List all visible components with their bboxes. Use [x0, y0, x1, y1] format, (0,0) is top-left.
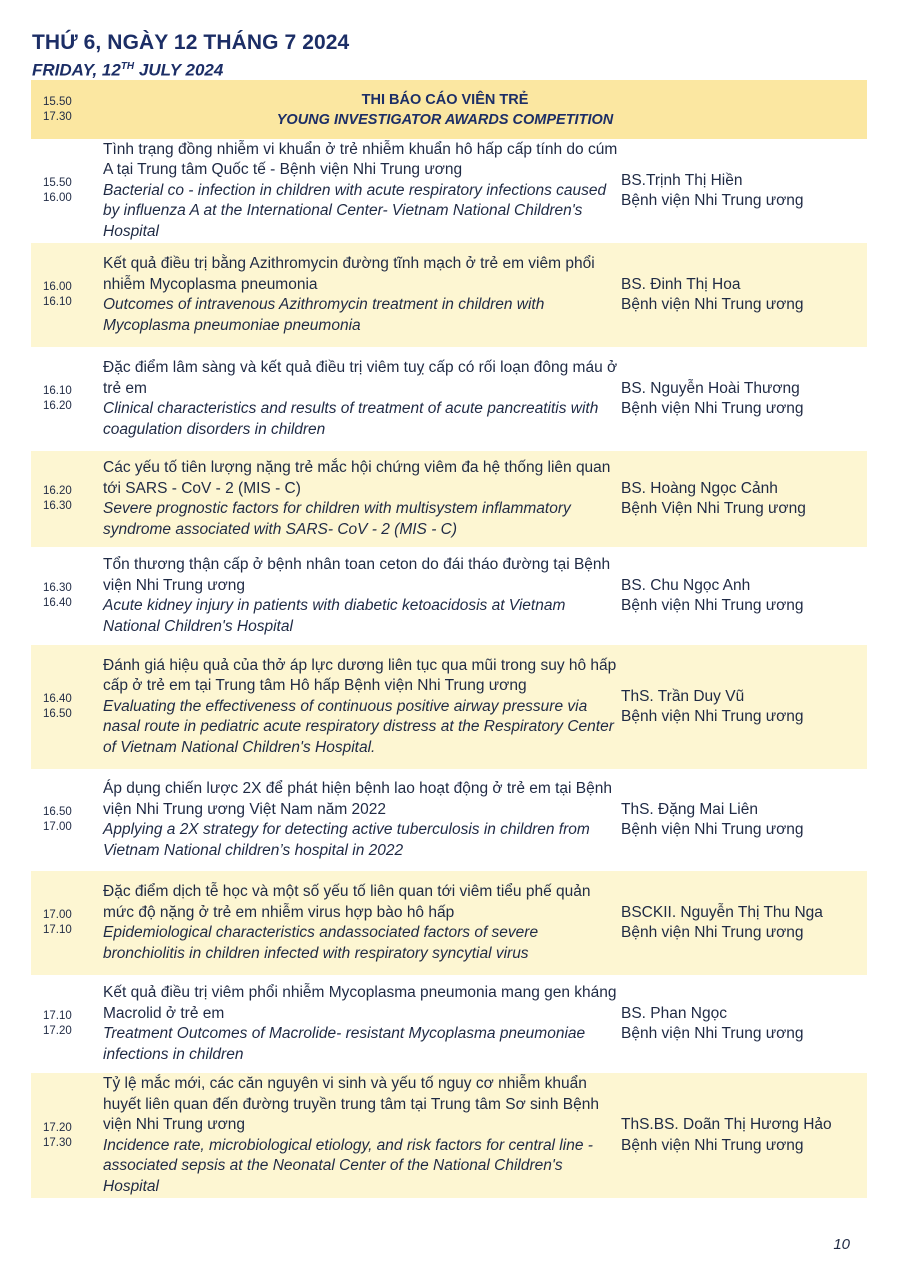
row-time-end: 17.30 [43, 1136, 72, 1149]
row-time [31, 805, 103, 835]
session-title [103, 90, 867, 130]
table-row [31, 451, 867, 547]
speaker-affiliation: Bệnh viện Nhi Trung ương [621, 296, 804, 313]
table-row [31, 645, 867, 769]
row-time-start: 16.30 [43, 582, 72, 594]
session-time-start: 15.50 [43, 95, 72, 108]
table-row [31, 547, 867, 645]
topic-title-en: Bacterial co - infection in children with acute respiratory infections caused by influenza A at the International Center- Vietnam National Children's Hospital [103, 181, 607, 240]
row-speaker [621, 687, 867, 728]
topic-title-vi: Kết quả điều trị viêm phổi nhiễm Mycoplasma pneumonia mang gen kháng Macrolid ở trẻ em [103, 984, 617, 1022]
table-row [31, 975, 867, 1073]
row-time [31, 384, 103, 414]
row-speaker [621, 379, 867, 420]
table-row [31, 871, 867, 975]
row-speaker [621, 275, 867, 316]
speaker-name: BSCKII. Nguyễn Thị Thu Nga [621, 903, 823, 921]
date-title-vi: THỨ 6, NGÀY 12 THÁNG 7 2024 [32, 31, 350, 54]
row-topic [103, 779, 621, 861]
speaker-affiliation: Bệnh viện Nhi Trung ương [621, 192, 804, 209]
row-time-end: 16.50 [43, 708, 72, 720]
session-title-vi: THI BÁO CÁO VIÊN TRẺ [361, 91, 529, 108]
row-time [31, 1009, 103, 1039]
page-header [32, 30, 349, 82]
schedule-table [31, 80, 867, 1198]
speaker-affiliation: Bệnh viện Nhi Trung ương [621, 1025, 804, 1042]
row-time-end: 16.00 [43, 192, 72, 204]
date-title-en-sup: TH [120, 61, 135, 72]
session-time [31, 95, 103, 125]
topic-title-en: Applying a 2X strategy for detecting active tuberculosis in children from Vietnam National children’s hospital in 2022 [103, 821, 590, 859]
topic-title-vi: Áp dụng chiến lược 2X để phát hiện bệnh lao hoạt động ở trẻ em tại Bệnh viện Nhi Trung ương Việt Nam năm 2022 [103, 780, 612, 818]
topic-title-en: Acute kidney injury in patients with diabetic ketoacidosis at Vietnam National Children's Hospital [103, 597, 566, 635]
row-time [31, 176, 103, 206]
topic-title-en: Clinical characteristics and results of treatment of acute pancreatitis with coagulation disorders in children [103, 400, 599, 438]
row-time-start: 16.10 [43, 385, 72, 397]
date-title-en-post: JULY 2024 [134, 60, 224, 80]
speaker-name: BS. Chu Ngọc Anh [621, 576, 751, 594]
topic-title-en: Epidemiological characteristics andassociated factors of severe bronchiolitis in children infected with respiratory syncytial virus [103, 924, 539, 962]
row-time-start: 16.40 [43, 693, 72, 705]
row-topic [103, 458, 621, 540]
topic-title-vi: Tình trạng đồng nhiễm vi khuẩn ở trẻ nhiễm khuẩn hô hấp cấp tính do cúm A tại Trung tâm Quốc tế - Bệnh viện Nhi Trung ương [103, 140, 618, 179]
topic-title-en: Incidence rate, microbiological etiology, and risk factors for central line - associated sepsis at the Neonatal Center of the National Children's Hospital [103, 1136, 593, 1195]
topic-title-vi: Tỷ lệ mắc mới, các căn nguyên vi sinh và yếu tố nguy cơ nhiễm khuẩn huyết liên quan đến đường truyền trung tâm tại Trung tâm Sơ sinh Bệnh viện Nhi Trung ương [103, 1075, 599, 1133]
row-time [31, 692, 103, 722]
table-row [31, 243, 867, 347]
session-title-en: YOUNG INVESTIGATOR AWARDS COMPETITION [276, 111, 614, 128]
speaker-affiliation: Bệnh viện Nhi Trung ương [621, 708, 804, 725]
row-speaker [621, 1004, 867, 1045]
row-time-end: 17.20 [43, 1025, 72, 1037]
topic-title-vi: Tổn thương thận cấp ở bệnh nhân toan ceton do đái tháo đường tại Bệnh viện Nhi Trung ương [103, 556, 611, 594]
row-time-end: 16.30 [43, 500, 72, 512]
topic-title-vi: Các yếu tố tiên lượng nặng trẻ mắc hội chứng viêm đa hệ thống liên quan tới SARS - CoV - 2 (MIS - C) [103, 459, 611, 497]
topic-title-vi: Kết quả điều trị bằng Azithromycin đường tĩnh mạch ở trẻ em viêm phổi nhiễm Mycoplasma pneumonia [103, 255, 595, 293]
row-topic [103, 254, 621, 336]
row-speaker [621, 576, 867, 617]
topic-title-en: Outcomes of intravenous Azithromycin treatment in children with Mycoplasma pneumoniae pneumonia [103, 296, 545, 334]
row-time-start: 17.00 [43, 909, 72, 921]
row-time-start: 17.20 [43, 1121, 72, 1134]
row-time [31, 280, 103, 310]
row-speaker [621, 171, 867, 212]
topic-title-en: Treatment Outcomes of Macrolide- resistant Mycoplasma pneumoniae infections in children [103, 1025, 586, 1063]
speaker-name: BS. Nguyễn Hoài Thương [621, 379, 800, 397]
row-topic [103, 983, 621, 1065]
speaker-affiliation: Bệnh viện Nhi Trung ương [621, 924, 804, 941]
table-row [31, 347, 867, 451]
row-time [31, 1121, 103, 1151]
row-time-start: 16.20 [43, 485, 72, 497]
row-time-start: 16.00 [43, 281, 72, 293]
session-header-row [31, 80, 867, 139]
row-speaker [621, 903, 867, 944]
row-time-end: 17.10 [43, 924, 72, 936]
row-time-end: 16.40 [43, 597, 72, 609]
speaker-name: BS. Hoàng Ngọc Cảnh [621, 479, 778, 497]
topic-title-en: Severe prognostic factors for children with multisystem inflammatory syndrome associated with SARS- CoV - 2 (MIS - C) [103, 500, 571, 538]
speaker-name: BS.Trịnh Thị Hiền [621, 171, 743, 189]
topic-title-vi: Đánh giá hiệu quả của thở áp lực dương liên tục qua mũi trong suy hô hấp cấp ở trẻ em tại Trung tâm Hô hấp Bệnh viện Nhi Trung ương [103, 656, 617, 695]
row-time-end: 17.00 [43, 821, 72, 833]
row-topic [103, 555, 621, 637]
row-topic [103, 656, 621, 759]
topic-title-vi: Đặc điểm dịch tễ học và một số yếu tố liên quan tới viêm tiểu phế quản mức độ nặng ở trẻ em nhiễm virus hợp bào hô hấp [103, 883, 591, 921]
row-topic [103, 1074, 621, 1197]
speaker-name: ThS.BS. Doãn Thị Hương Hảo [621, 1116, 832, 1133]
row-time-end: 16.20 [43, 400, 72, 412]
speaker-affiliation: Bệnh viện Nhi Trung ương [621, 597, 804, 614]
table-row [31, 1073, 867, 1198]
row-speaker [621, 479, 867, 520]
table-row [31, 139, 867, 243]
speaker-name: BS. Phan Ngọc [621, 1004, 727, 1022]
row-time [31, 581, 103, 611]
row-time [31, 484, 103, 514]
row-time [31, 908, 103, 938]
speaker-affiliation: Bệnh Viện Nhi Trung ương [621, 500, 806, 517]
row-speaker [621, 800, 867, 841]
topic-title-vi: Đặc điểm lâm sàng và kết quả điều trị viêm tuỵ cấp có rối loạn đông máu ở trẻ em [103, 359, 618, 397]
row-topic [103, 140, 621, 243]
row-time-start: 15.50 [43, 177, 72, 189]
date-title-en [32, 56, 349, 82]
page-number: 10 [833, 1236, 850, 1253]
speaker-affiliation: Bệnh viện Nhi Trung ương [621, 1136, 804, 1154]
row-topic [103, 358, 621, 440]
date-title-en-pre: FRIDAY, 12 [32, 60, 121, 80]
speaker-affiliation: Bệnh viện Nhi Trung ương [621, 821, 804, 838]
speaker-affiliation: Bệnh viện Nhi Trung ương [621, 400, 804, 417]
session-time-end: 17.30 [43, 110, 72, 123]
speaker-name: BS. Đinh Thị Hoa [621, 275, 741, 293]
row-time-end: 16.10 [43, 296, 72, 308]
speaker-name: ThS. Trần Duy Vũ [621, 687, 745, 705]
row-speaker [621, 1115, 867, 1156]
row-time-start: 17.10 [43, 1010, 72, 1022]
table-row [31, 769, 867, 871]
row-time-start: 16.50 [43, 806, 72, 818]
topic-title-en: Evaluating the effectiveness of continuous positive airway pressure via nasal route in pediatric acute respiratory distress at the Respiratory Center of Vietnam National Children's Hospital. [103, 697, 614, 756]
speaker-name: ThS. Đặng Mai Liên [621, 800, 758, 818]
row-topic [103, 882, 621, 964]
